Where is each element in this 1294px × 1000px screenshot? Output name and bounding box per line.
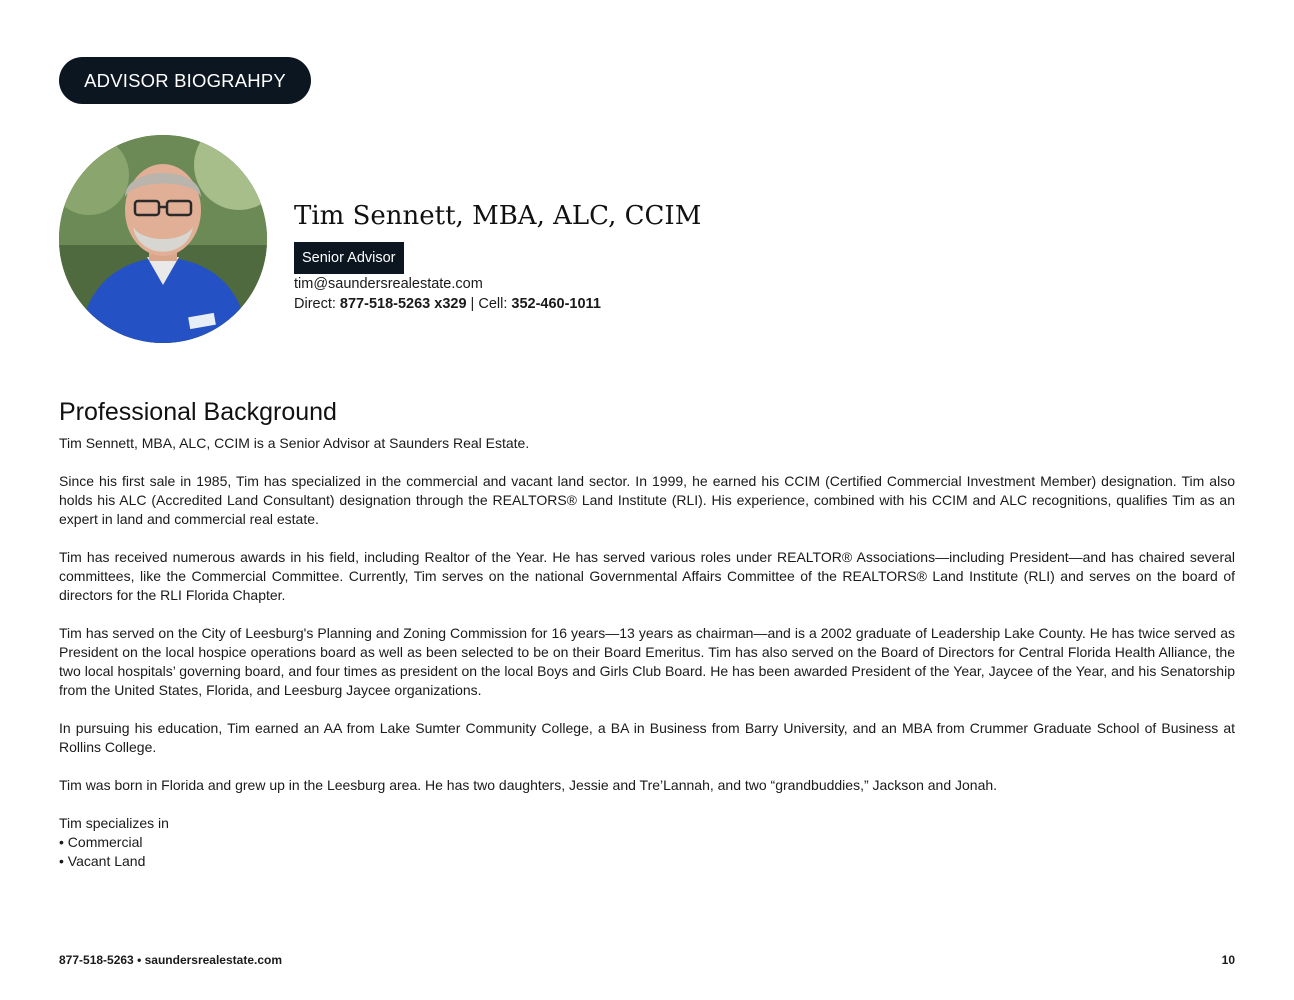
advisor-title-badge [294,242,404,274]
footer-contact: 877-518-5263 • saundersrealestate.com [59,953,283,967]
bio-paragraph: In pursuing his education, Tim earned an AA from Lake Sumter Community College, a BA in Business from Barry University, and an MBA from Crummer Graduate School of Business at Rollins College. [59,720,1235,755]
section-heading: Professional Background [59,398,337,426]
phone-separator: | [466,296,479,312]
advisor-phone-line [294,296,601,312]
bio-paragraph: Tim has received numerous awards in his field, including Realtor of the Year. He has served various roles under REALTOR® Associations—including President—and has chaired several committees, like the Commercial Committee. Currently, Tim serves on the national Governmental Affairs Committee of the REALTORS® Land Institute (RLI) and serves on the board of directors for the RLI Florida Chapter. [59,549,1235,603]
advisor-email[interactable]: tim@saundersrealestate.com [294,276,483,292]
specialty-item: • Commercial [59,833,1235,852]
page-number: 10 [1221,953,1235,967]
bio-paragraph: Tim was born in Florida and grew up in the Leesburg area. He has two daughters, Jessie and Tre’Lannah, and two “grandbuddies,” Jackson and Jonah. [59,777,998,793]
specialties-intro: Tim specializes in [59,815,169,831]
specialties-list [59,833,1235,871]
advisor-biography-badge [59,57,311,104]
cell-phone[interactable]: 352-460-1011 [511,296,601,312]
advisor-photo [59,135,267,343]
biography-body [59,434,1235,871]
direct-phone[interactable]: 877-518-5263 x329 [339,296,467,312]
direct-label: Direct: [294,296,340,312]
portrait-illustration [59,135,267,343]
cell-label: Cell: [478,296,512,312]
advisor-title: Senior Advisor [302,250,396,266]
bio-paragraph: Tim Sennett, MBA, ALC, CCIM is a Senior Advisor at Saunders Real Estate. [59,435,530,451]
badge-label: ADVISOR BIOGRAHPY [84,69,286,91]
bio-paragraph: Since his first sale in 1985, Tim has specialized in the commercial and vacant land sector. In 1999, he earned his CCIM (Certified Commercial Investment Member) designation. Tim also holds his ALC (Accredited Land Consultant) designation through the REALTORS® Land Institute (RLI). His experience, combined with his CCIM and ALC recognitions, qualifies Tim as an expert in land and commercial real estate. [59,473,1235,527]
bio-paragraph: Tim has served on the City of Leesburg's Planning and Zoning Commission for 16 years—13 years as chairman—and is a 2002 graduate of Leadership Lake County. He has twice served as President on the local hospice operations board as well as been selected to be on their Board Emeritus. Tim has also served on the Board of Directors for Central Florida Health Alliance, the two local hospitals’ governing board, and four times as president on the local Boys and Girls Club Board. He has been awarded President of the Year, Jaycee of the Year, and his Senatorship from the United States, Florida, and Leesburg Jaycee organizations. [59,625,1235,698]
advisor-name: Tim Sennett, MBA, ALC, CCIM [294,201,702,231]
specialty-item: • Vacant Land [59,852,1235,871]
